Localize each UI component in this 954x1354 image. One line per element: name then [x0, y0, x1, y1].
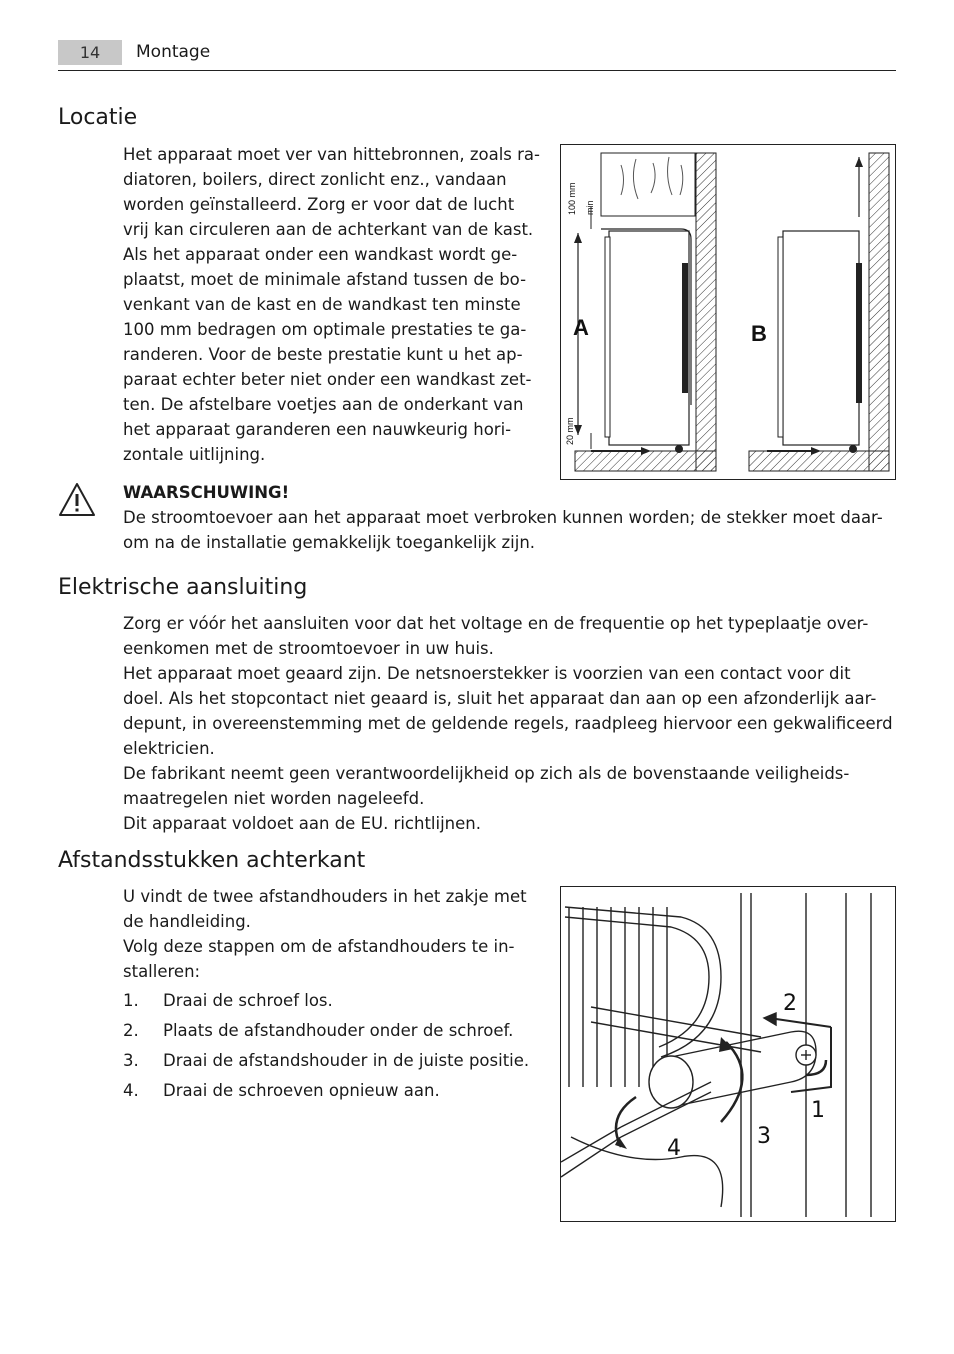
text-line: het apparaat garanderen een nauwkeurig hori- [123, 420, 512, 439]
locatie-paragraph [123, 142, 540, 467]
text-line: de handleiding. [123, 912, 251, 931]
heading-locatie: Locatie [58, 105, 138, 130]
heading-elektrische-aansluiting: Elektrische aansluiting [58, 575, 308, 600]
step-number: 4. [123, 1081, 139, 1100]
text-line: eenkomen met de stroomtoevoer in uw huis. [123, 639, 494, 658]
label-b: B [751, 321, 767, 346]
callout-1: 1 [811, 1098, 825, 1123]
text-line: U vindt de twee afstandhouders in het zakje met [123, 887, 527, 906]
heading-afstandsstukken: Afstandsstukken achterkant [58, 848, 366, 873]
warning-icon [58, 482, 96, 518]
text-line: maatregelen niet worden nageleefd. [123, 789, 425, 808]
dim-bottom-label: 20 mm [565, 417, 575, 445]
spacer-figure [560, 886, 896, 1222]
step-number: 2. [123, 1021, 139, 1040]
step-text: Draai de schroeven opnieuw aan. [163, 1081, 440, 1100]
text-line: diatoren, boilers, direct zonlicht enz., vandaan [123, 170, 507, 189]
placement-diagram [561, 145, 895, 479]
spacer-diagram [561, 887, 895, 1221]
callout-2: 2 [783, 991, 797, 1016]
text-line: plaatst, moet de minimale afstand tussen de bo- [123, 270, 527, 289]
text-line: elektricien. [123, 739, 215, 758]
elektrisch-paragraph [123, 611, 893, 836]
text-line: De stroomtoevoer aan het apparaat moet verbroken kunnen worden; de stekker moet daar- [123, 508, 883, 527]
text-line: randeren. Voor de beste prestatie kunt u het ap- [123, 345, 523, 364]
text-line: vrij kan circuleren aan de achterkant van de kast. [123, 220, 534, 239]
text-line: stalleren: [123, 962, 201, 981]
text-line: De fabrikant neemt geen verantwoordelijkheid op zich als de bovenstaande veiligheids- [123, 764, 850, 783]
step-text: Draai de schroef los. [163, 991, 333, 1010]
page-number: 14 [58, 40, 122, 65]
warning-title: WAARSCHUWING! [123, 483, 290, 502]
text-line: Dit apparaat voldoet aan de EU. richtlijnen. [123, 814, 481, 833]
text-line: Zorg er vóór het aansluiten voor dat het voltage en de frequentie op het typeplaatje over- [123, 614, 869, 633]
text-line: Volg deze stappen om de afstandhouders te in- [123, 937, 515, 956]
text-line: zontale uitlijning. [123, 445, 266, 464]
dim-top-sub-label: min [585, 200, 595, 215]
text-line: paraat echter beter niet onder een wandkast zet- [123, 370, 532, 389]
text-line: venkant van de kast en de wandkast ten minste [123, 295, 521, 314]
text-line: Als het apparaat onder een wandkast wordt ge- [123, 245, 518, 264]
label-a: A [573, 315, 589, 340]
text-line: doel. Als het stopcontact niet geaard is, sluit het apparaat dan aan op een afzonderlijk aar- [123, 689, 877, 708]
callout-4: 4 [667, 1136, 681, 1161]
text-line: depunt, in overeenstemming met de geldende regels, raadpleeg hiervoor een gekwalificeerd [123, 714, 893, 733]
afstand-paragraph [123, 884, 527, 984]
step-text: Draai de afstandshouder in de juiste positie. [163, 1051, 530, 1070]
text-line: Het apparaat moet geaard zijn. De netsnoerstekker is voorzien van een contact voor dit [123, 664, 851, 683]
text-line: om na de installatie gemakkelijk toegankelijk zijn. [123, 533, 536, 552]
header-divider [58, 70, 896, 71]
dim-top-label: 100 mm [567, 182, 577, 215]
callout-3: 3 [757, 1124, 771, 1149]
text-line: 100 mm bedragen om optimale prestaties te ga- [123, 320, 527, 339]
step-text: Plaats de afstandhouder onder de schroef. [163, 1021, 514, 1040]
text-line: Het apparaat moet ver van hittebronnen, zoals ra- [123, 145, 540, 164]
step-number: 3. [123, 1051, 139, 1070]
section-title: Montage [136, 42, 211, 62]
warning-text [123, 505, 883, 555]
placement-figure [560, 144, 896, 480]
text-line: ten. De afstelbare voetjes aan de onderkant van [123, 395, 524, 414]
step-number: 1. [123, 991, 139, 1010]
text-line: worden geïnstalleerd. Zorg er voor dat de lucht [123, 195, 515, 214]
